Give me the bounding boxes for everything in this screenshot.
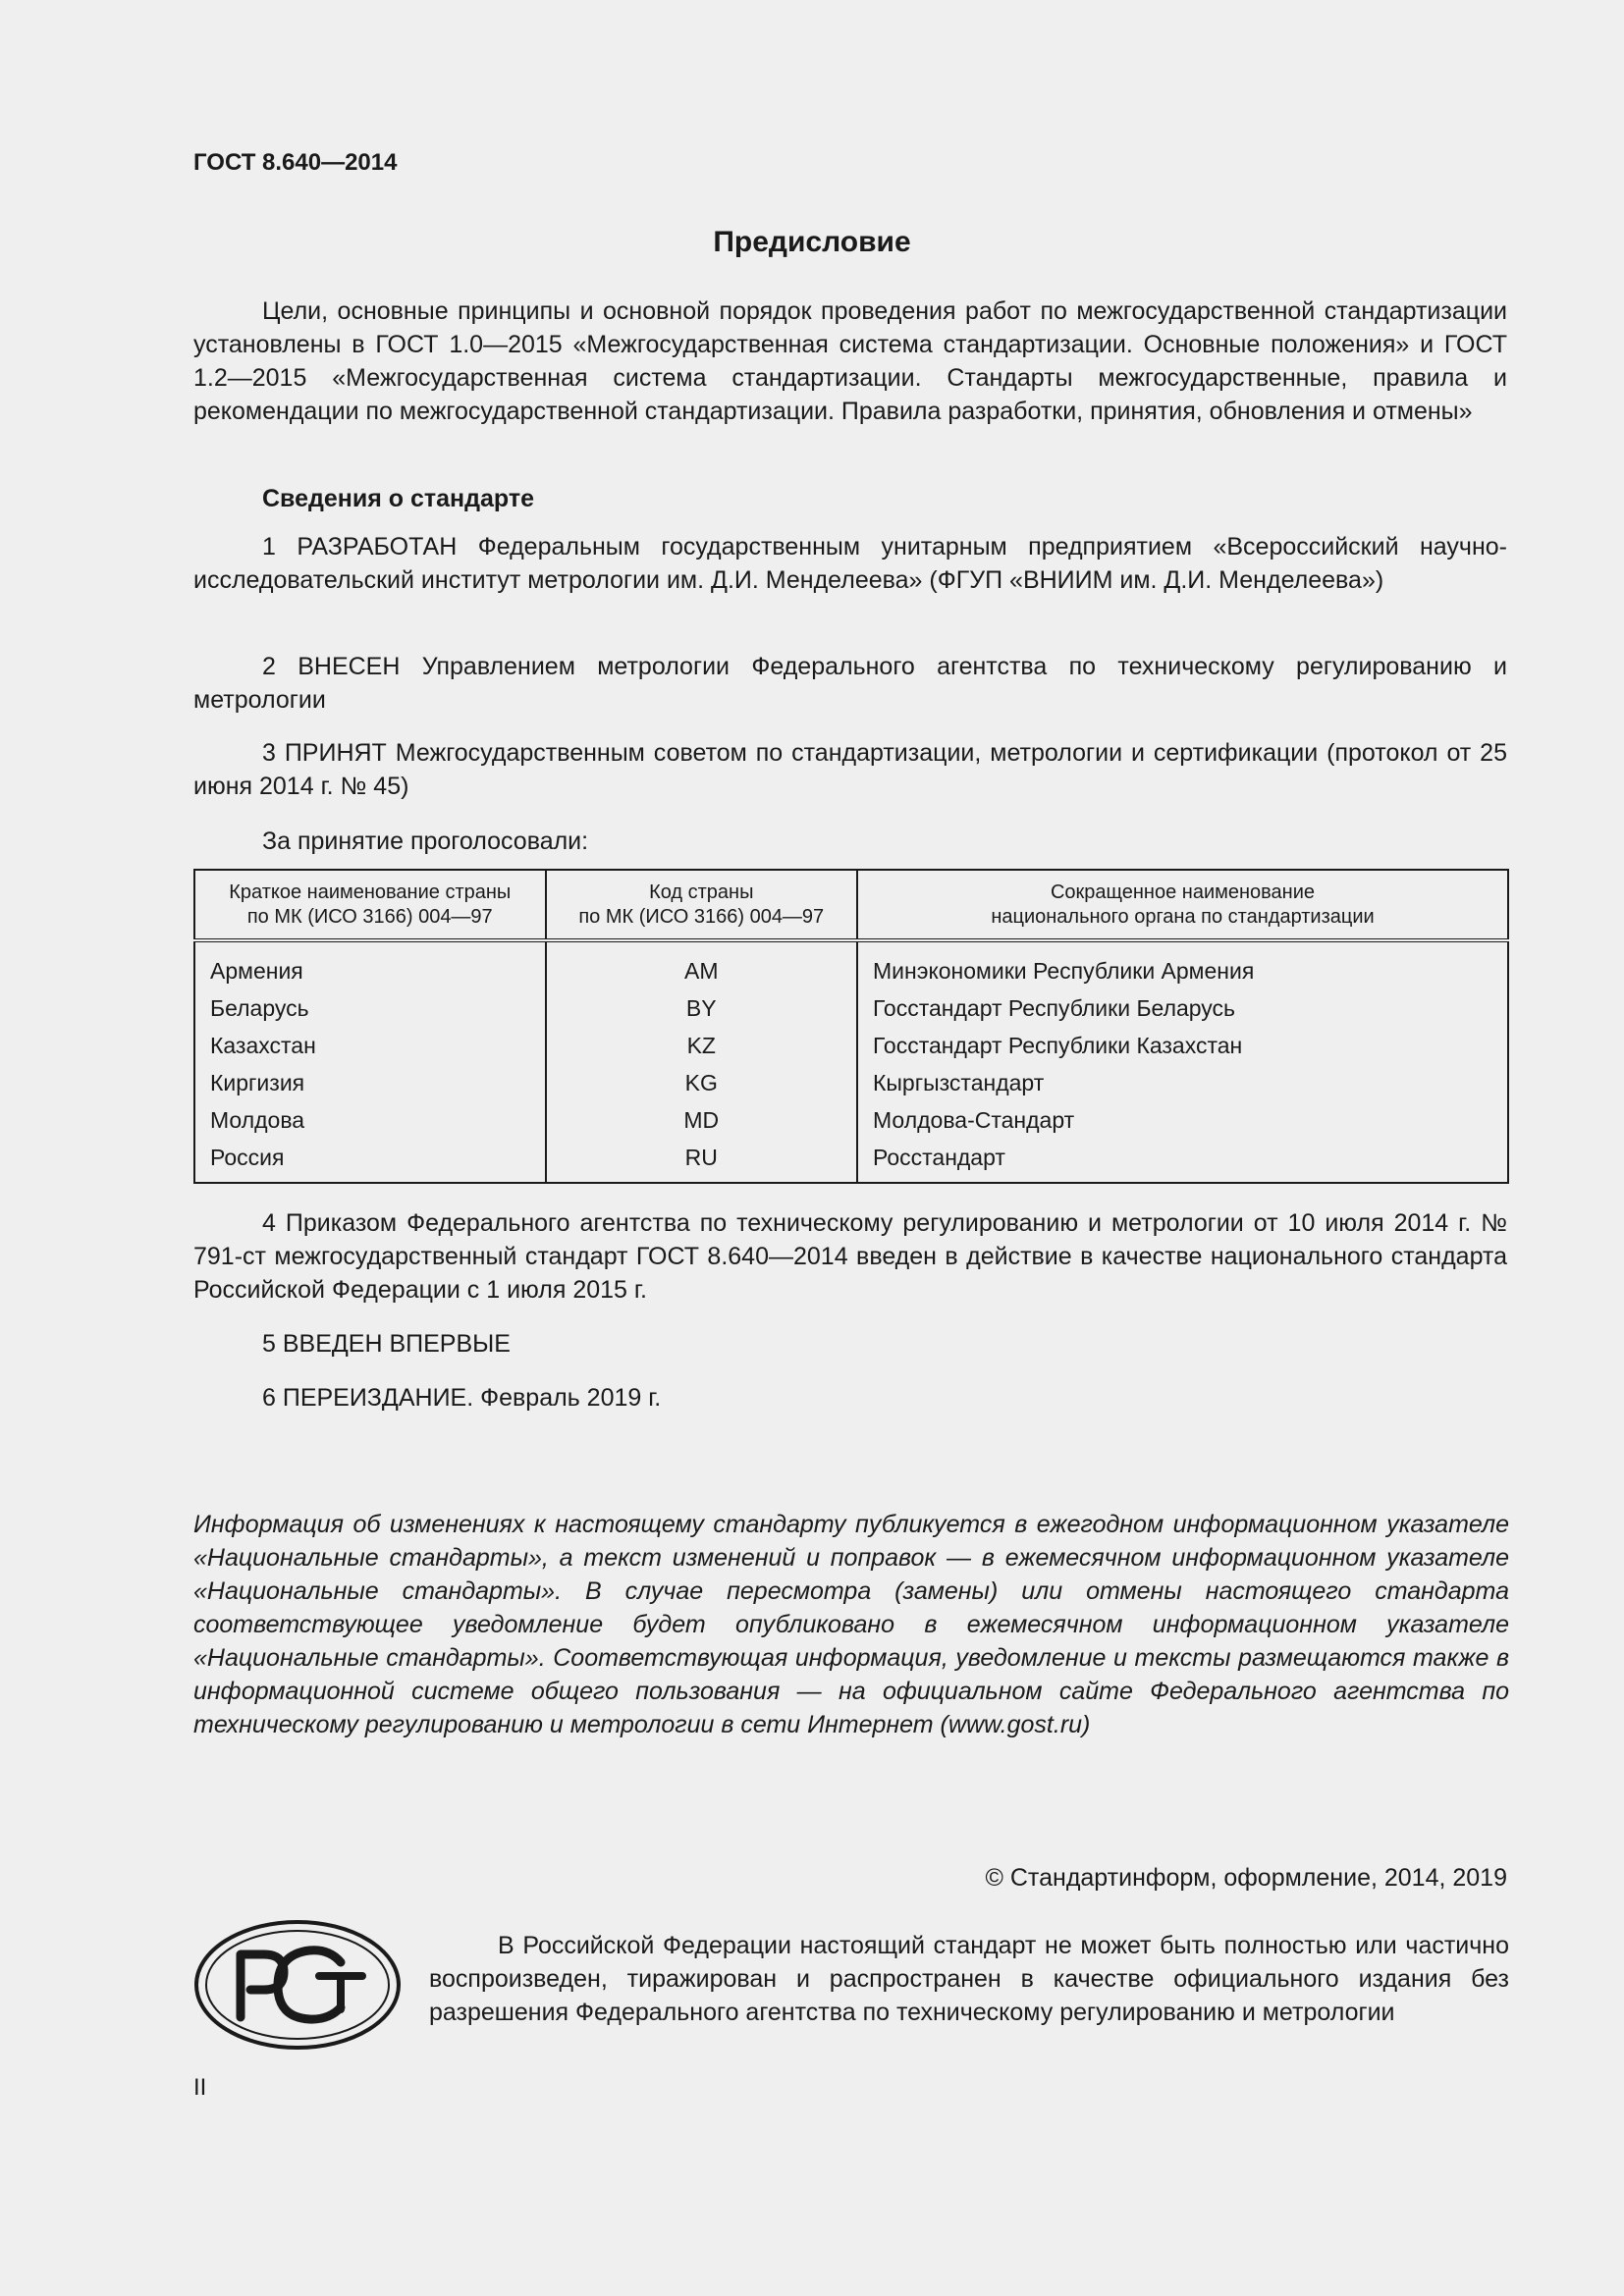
standard-code: ГОСТ 8.640—2014 (193, 149, 398, 176)
table-row (194, 1064, 1508, 1101)
item-4-paragraph: 4 Приказом Федерального агентства по техническому регулированию и метрологии от 10 июля 2014 г. № 791-ст межгосударственный стандарт ГОСТ 8.640—2014 введен в действие в качестве национального стандарта Российской Федерации с 1 июля 2015 г. (193, 1209, 1507, 1304)
cell-code: MD (546, 1101, 857, 1139)
cell-country: Россия (194, 1139, 546, 1183)
cell-body: Госстандарт Республики Беларусь (873, 994, 1236, 1021)
cell-country: Молдова (194, 1101, 546, 1139)
reproduction-rights-notice: В Российской Федерации настоящий стандарт не может быть полностью или частично воспроизведен, тиражирован и распространен в качестве официального издания без разрешения Федерального агентства по техническому регулированию и метрологии (429, 1932, 1509, 2026)
item-3-paragraph: 3 ПРИНЯТ Межгосударственным советом по стандартизации, метрологии и сертификации (протокол от 25 июня 2014 г. № 45) (193, 739, 1507, 800)
section-heading: Сведения о стандарте (262, 485, 535, 512)
item-5-paragraph: 5 ВВЕДЕН ВПЕРВЫЕ (262, 1330, 511, 1358)
cell-code: KG (546, 1064, 857, 1101)
table-row (194, 1027, 1508, 1064)
vote-intro: За принятие проголосовали: (262, 828, 589, 855)
cell-body: Кыргызстандарт (873, 1069, 1045, 1095)
page-title: Предисловие (713, 226, 911, 258)
item-2-paragraph: 2 ВНЕСЕН Управлением метрологии Федерального агентства по техническому регулированию и метрологии (193, 653, 1507, 714)
column-header-code (546, 870, 857, 940)
voting-table (193, 869, 1509, 1184)
column-header-body (857, 870, 1508, 940)
cell-body: Росстандарт (873, 1144, 1005, 1170)
cell-code: KZ (546, 1027, 857, 1064)
header-line: Краткое наименование страны (229, 881, 512, 903)
page-number: II (193, 2074, 207, 2101)
header-line: по МК (ИСО 3166) 004—97 (246, 906, 493, 928)
cell-country: Беларусь (194, 989, 546, 1027)
table-row (194, 989, 1508, 1027)
cell-code: RU (546, 1139, 857, 1183)
cell-country: Киргизия (194, 1064, 546, 1101)
item-6-paragraph: 6 ПЕРЕИЗДАНИЕ. Февраль 2019 г. (262, 1384, 662, 1412)
cell-code: AM (546, 940, 857, 989)
header-line: Код страны (649, 881, 754, 903)
pct-certification-mark-icon (193, 1919, 402, 2051)
intro-paragraph: Цели, основные принципы и основной порядок проведения работ по межгосударственной стандартизации установлены в ГОСТ 1.0—2015 «Межгосударственная система стандартизации. Основные положения» и ГОСТ 1.2—2015 «Межгосударственная система стандартизации. Стандарты межгосударственные, правила и рекомендации по межгосударственной стандартизации. Правила разработки, принятия, обновления и отмены» (193, 297, 1507, 425)
column-header-country (194, 870, 546, 940)
cell-country: Казахстан (194, 1027, 546, 1064)
cell-body: Минэкономики Республики Армения (873, 957, 1255, 984)
table-row (194, 940, 1508, 989)
changes-info-paragraph: Информация об изменениях к настоящему стандарту публикуется в ежегодном информационном указателе «Национальные стандарты», а текст изменений и поправок — в ежемесячном информационном указателе «Национальные стандарты». В случае пересмотра (замены) или отмены настоящего стандарта соответствующее уведомление будет опубликовано в ежемесячном информационном указателе «Национальные стандарты». Соответствующая информация, уведомление и тексты размещаются также в информационной системе общего пользования — на официальном сайте Федерального агентства по техническому регулированию и метрологии в сети Интернет (www.gost.ru) (193, 1511, 1509, 1738)
cell-body: Госстандарт Республики Казахстан (873, 1032, 1243, 1058)
cell-country: Армения (194, 940, 546, 989)
header-line: Сокращенное наименование (1050, 881, 1316, 903)
table-header-row (194, 870, 1508, 940)
header-line: по МК (ИСО 3166) 004—97 (578, 906, 825, 928)
table-row (194, 1101, 1508, 1139)
item-1-paragraph: 1 РАЗРАБОТАН Федеральным государственным унитарным предприятием «Всероссийский научно-исследовательский институт метрологии им. Д.И. Менделеева» (ФГУП «ВНИИМ им. Д.И. Менделеева») (193, 533, 1507, 594)
copyright-notice: © Стандартинформ, оформление, 2014, 2019 (985, 1864, 1507, 1892)
table-row (194, 1139, 1508, 1183)
cell-code: BY (546, 989, 857, 1027)
header-line: национального органа по стандартизации (991, 906, 1375, 928)
cell-body: Молдова-Стандарт (873, 1106, 1075, 1133)
